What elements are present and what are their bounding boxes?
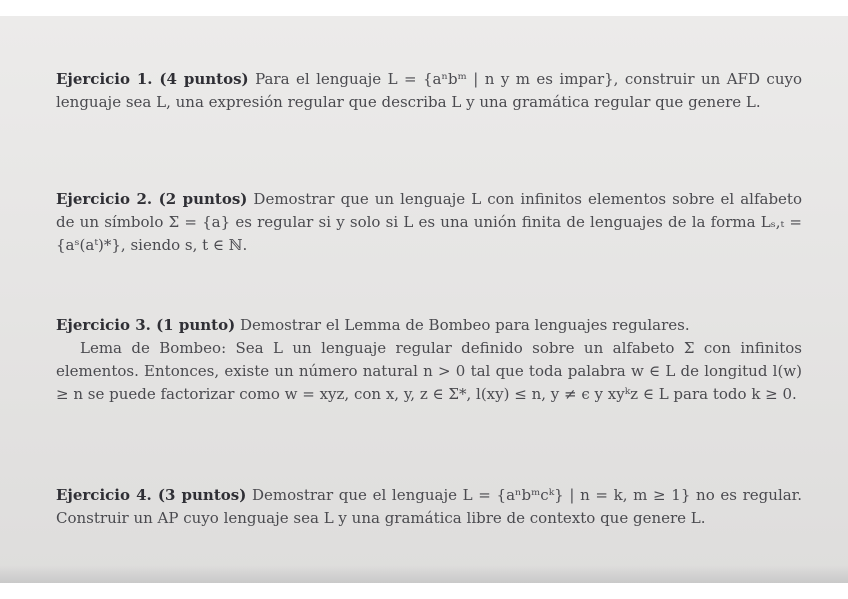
exercise-3-lemma-text: Lema de Bombeo: Sea L un lenguaje regular definido sobre un alfabeto Σ con infinitos elementos. Entonces, existe un número natural n > 0 tal que toda palabra w ∈ L de longitud l(w) ≥ n se puede factorizar como w = xyz, con x, y, z ∈ Σ*, l(xy) ≤ n, y ≠ ϵ y xyᵏz ∈ L para todo k ≥ 0. [56,339,802,403]
exercise-4-heading: Ejercicio 4. (3 puntos) [56,486,247,504]
exam-sheet [0,16,848,583]
exercise-3-text: Demostrar el Lemma de Bombeo para lenguajes regulares. [235,316,690,334]
exercise-4 [56,484,802,530]
exercise-1 [56,68,802,114]
exercise-4-text: Demostrar que el lenguaje L = {aⁿbᵐcᵏ} | n = k, m ≥ 1} no es regular. Construir un AP cuyo lenguaje sea L y una gramática libre de contexto que genere L. [56,486,802,527]
exercise-3 [56,314,802,406]
exercise-1-text: Para el lenguaje L = {aⁿbᵐ | n y m es impar}, construir un AFD cuyo lenguaje sea L, una expresión regular que describa L y una gramática regular que genere L. [56,70,802,111]
exercise-3-heading: Ejercicio 3. (1 punto) [56,316,236,334]
exercise-2 [56,188,802,257]
exercise-2-heading: Ejercicio 2. (2 puntos) [56,190,248,208]
exercise-3-statement [56,314,802,337]
exercise-3-lemma [56,337,802,406]
exercise-1-heading: Ejercicio 1. (4 puntos) [56,70,249,88]
exercise-2-text: Demostrar que un lenguaje L con infinitos elementos sobre el alfabeto de un símbolo Σ = {a} es regular si y solo si L es una unión finita de lenguajes de la forma Lₛ,ₜ = {aˢ(aᵗ)*}, siendo s, t ∈ ℕ. [56,190,802,254]
